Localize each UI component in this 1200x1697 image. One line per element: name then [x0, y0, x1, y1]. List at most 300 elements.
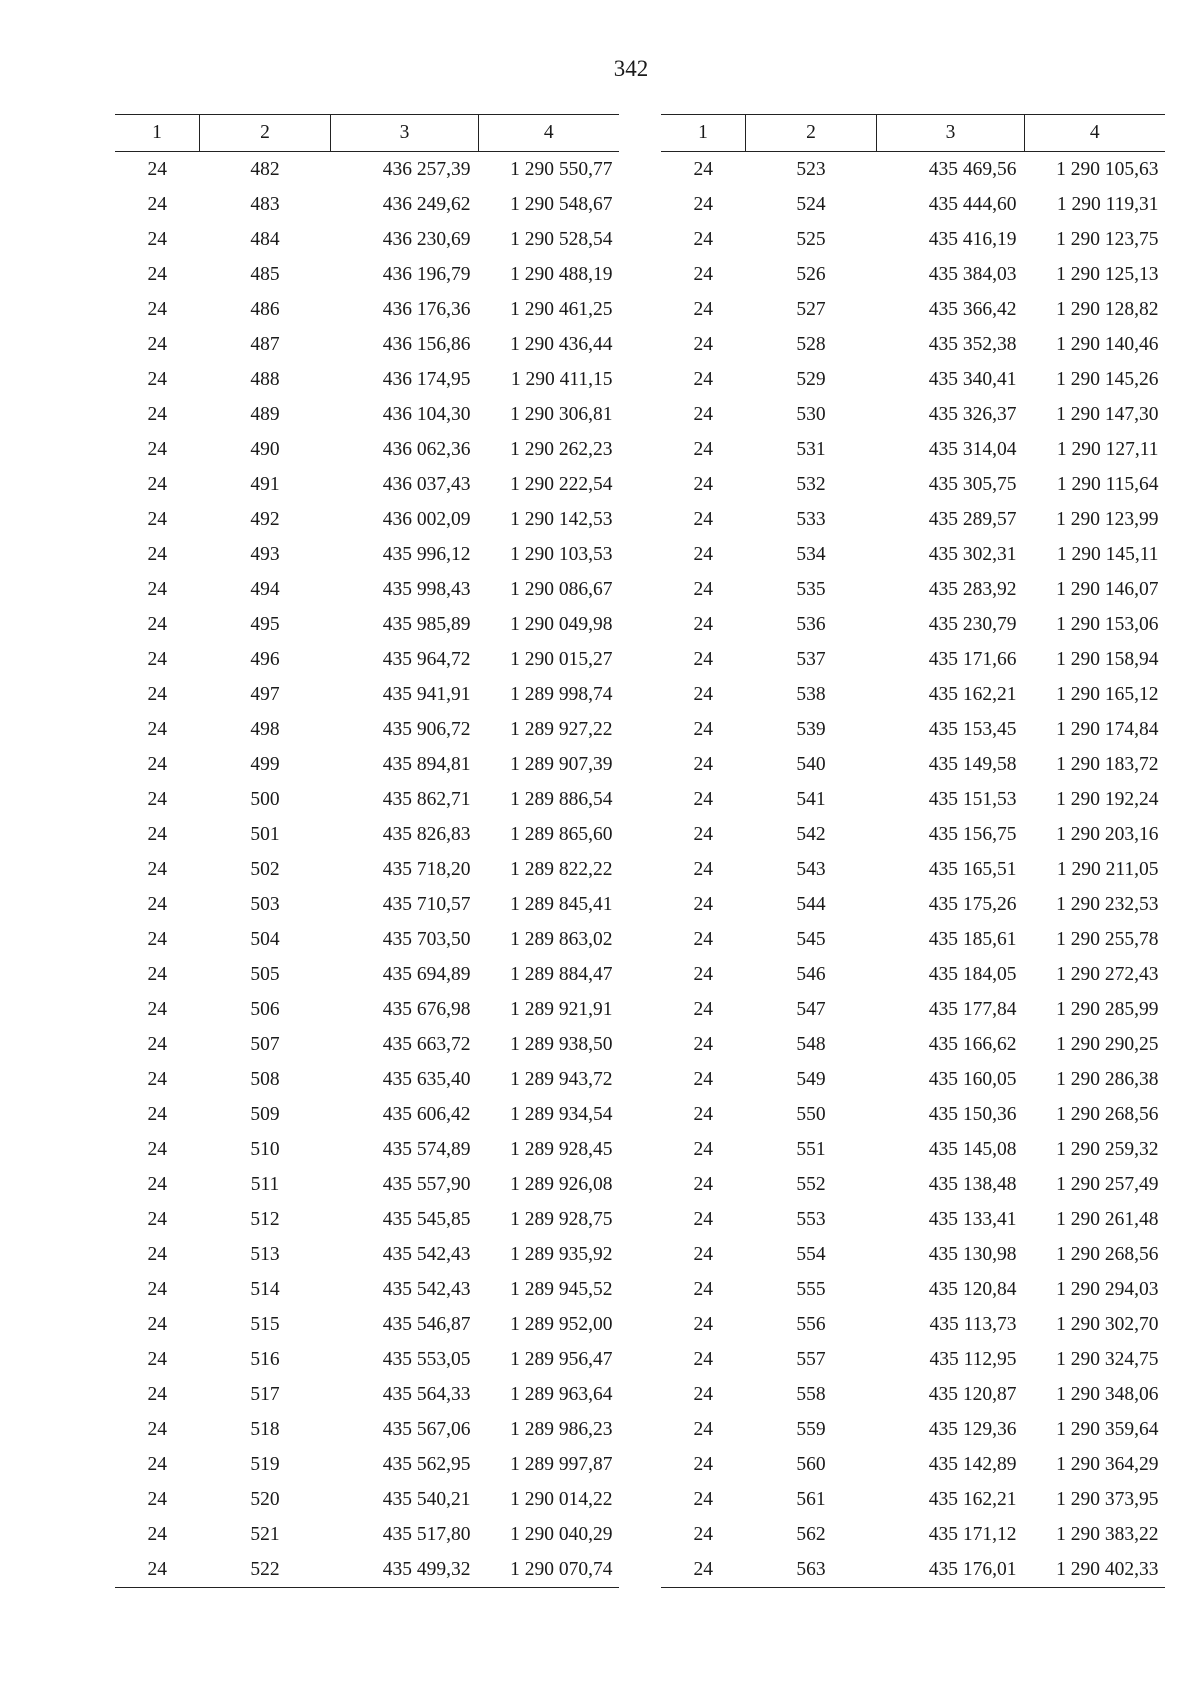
x-coordinate-cell: 435 416,19: [928, 228, 1017, 250]
point-number-cell: 513: [250, 1243, 280, 1265]
zone-cell: 24: [147, 823, 167, 845]
point-number-cell: 539: [796, 718, 826, 740]
table-row: [661, 1062, 1165, 1097]
zone-cell: 24: [147, 893, 167, 915]
point-number-cell: 536: [796, 613, 826, 635]
zone-cell: 24: [693, 683, 713, 705]
y-coordinate-cell: 1 290 142,53: [510, 508, 613, 530]
x-coordinate-cell: 435 340,41: [928, 368, 1017, 390]
table-row: [661, 1482, 1165, 1517]
table-body: [115, 152, 619, 1588]
x-coordinate-cell: 436 156,86: [382, 333, 471, 355]
x-coordinate-cell: 435 184,05: [928, 963, 1017, 985]
table-row: [115, 782, 619, 817]
point-number-cell: 512: [250, 1208, 280, 1230]
y-coordinate-cell: 1 290 461,25: [510, 298, 613, 320]
point-number-cell: 521: [250, 1523, 280, 1545]
table-row: [661, 397, 1165, 432]
point-number-cell: 562: [796, 1523, 826, 1545]
y-coordinate-cell: 1 290 262,23: [510, 438, 613, 460]
zone-cell: 24: [147, 403, 167, 425]
x-coordinate-cell: 435 162,21: [928, 1488, 1017, 1510]
point-number-cell: 551: [796, 1138, 826, 1160]
point-number-cell: 542: [796, 823, 826, 845]
y-coordinate-cell: 1 290 294,03: [1056, 1278, 1159, 1300]
table-row: [115, 1517, 619, 1552]
table-row: [115, 327, 619, 362]
point-number-cell: 527: [796, 298, 826, 320]
y-coordinate-cell: 1 290 550,77: [510, 158, 613, 180]
zone-cell: 24: [147, 578, 167, 600]
x-coordinate-cell: 436 062,36: [382, 438, 471, 460]
x-coordinate-cell: 436 174,95: [382, 368, 471, 390]
zone-cell: 24: [693, 263, 713, 285]
y-coordinate-cell: 1 290 268,56: [1056, 1243, 1159, 1265]
x-coordinate-cell: 436 176,36: [382, 298, 471, 320]
zone-cell: 24: [147, 1103, 167, 1125]
y-coordinate-cell: 1 290 192,24: [1056, 788, 1159, 810]
point-number-cell: 548: [796, 1033, 826, 1055]
zone-cell: 24: [693, 928, 713, 950]
zone-cell: 24: [693, 578, 713, 600]
x-coordinate-cell: 435 171,66: [928, 648, 1017, 670]
table-row: [115, 852, 619, 887]
table-row: [661, 782, 1165, 817]
x-coordinate-cell: 435 540,21: [382, 1488, 471, 1510]
page-number: 342: [613, 56, 649, 81]
y-coordinate-cell: 1 290 402,33: [1025, 1552, 1165, 1588]
column-header-1: 1: [661, 115, 746, 152]
x-coordinate-cell: 436 196,79: [382, 263, 471, 285]
y-coordinate-cell: 1 290 183,72: [1056, 753, 1159, 775]
zone-cell: 24: [147, 193, 167, 215]
table-row: [115, 607, 619, 642]
table-row: [661, 1377, 1165, 1412]
point-number-cell: 510: [250, 1138, 280, 1160]
x-coordinate-cell: 436 249,62: [382, 193, 471, 215]
zone-cell: 24: [693, 963, 713, 985]
y-coordinate-cell: 1 290 528,54: [510, 228, 613, 250]
x-coordinate-cell: 435 175,26: [928, 893, 1017, 915]
table-row: [661, 152, 1165, 188]
x-coordinate-cell: 435 150,36: [928, 1103, 1017, 1125]
zone-cell: 24: [693, 333, 713, 355]
table-row: [115, 1307, 619, 1342]
column-header-4: 4: [1025, 115, 1165, 152]
table-row: [115, 537, 619, 572]
y-coordinate-cell: 1 290 290,25: [1056, 1033, 1159, 1055]
point-number-cell: 519: [250, 1453, 280, 1475]
point-number-cell: 485: [250, 263, 280, 285]
x-coordinate-cell: 435 606,42: [382, 1103, 471, 1125]
y-coordinate-cell: 1 289 938,50: [510, 1033, 613, 1055]
y-coordinate-cell: 1 289 997,87: [510, 1453, 613, 1475]
x-coordinate-cell: 435 120,84: [928, 1278, 1017, 1300]
zone-cell: 24: [693, 1313, 713, 1335]
table-row: [661, 1342, 1165, 1377]
x-coordinate-cell: 435 177,84: [928, 998, 1017, 1020]
y-coordinate-cell: 1 289 884,47: [510, 963, 613, 985]
zone-cell: 24: [147, 298, 167, 320]
zone-cell: 24: [147, 263, 167, 285]
zone-cell: 24: [693, 298, 713, 320]
point-number-cell: 557: [796, 1348, 826, 1370]
table-row: [115, 432, 619, 467]
x-coordinate-cell: 435 289,57: [928, 508, 1017, 530]
point-number-cell: 544: [796, 893, 826, 915]
column-header-2: 2: [746, 115, 877, 152]
x-coordinate-cell: 436 037,43: [382, 473, 471, 495]
y-coordinate-cell: 1 290 302,70: [1056, 1313, 1159, 1335]
table-row: [115, 677, 619, 712]
y-coordinate-cell: 1 290 015,27: [510, 648, 613, 670]
y-coordinate-cell: 1 290 285,99: [1056, 998, 1159, 1020]
x-coordinate-cell: 435 166,62: [928, 1033, 1017, 1055]
zone-cell: 24: [147, 1418, 167, 1440]
table-row: [661, 1307, 1165, 1342]
x-coordinate-cell: 435 160,05: [928, 1068, 1017, 1090]
x-coordinate-cell: 435 171,12: [928, 1523, 1017, 1545]
point-number-cell: 543: [796, 858, 826, 880]
table-row: [115, 397, 619, 432]
zone-cell: 24: [661, 1552, 746, 1588]
point-number-cell: 505: [250, 963, 280, 985]
y-coordinate-cell: 1 289 845,41: [510, 893, 613, 915]
y-coordinate-cell: 1 290 261,48: [1056, 1208, 1159, 1230]
point-number-cell: 498: [250, 718, 280, 740]
x-coordinate-cell: 435 314,04: [928, 438, 1017, 460]
zone-cell: 24: [147, 1488, 167, 1510]
y-coordinate-cell: 1 290 211,05: [1056, 858, 1159, 880]
zone-cell: 24: [147, 228, 167, 250]
table-row: [115, 222, 619, 257]
table-row: [115, 817, 619, 852]
zone-cell: 24: [147, 1348, 167, 1370]
x-coordinate-cell: 435 517,80: [382, 1523, 471, 1545]
x-coordinate-cell: 435 894,81: [382, 753, 471, 775]
point-number-cell: 511: [250, 1173, 280, 1195]
table-row: [661, 887, 1165, 922]
zone-cell: 24: [115, 1552, 200, 1588]
y-coordinate-cell: 1 289 945,52: [510, 1278, 613, 1300]
table-row: [115, 467, 619, 502]
zone-cell: 24: [693, 858, 713, 880]
zone-cell: 24: [693, 1488, 713, 1510]
table-row: [661, 362, 1165, 397]
point-number-cell: 545: [796, 928, 826, 950]
y-coordinate-cell: 1 290 153,06: [1056, 613, 1159, 635]
x-coordinate-cell: 435 545,85: [382, 1208, 471, 1230]
table-row: [661, 502, 1165, 537]
point-number-cell: 493: [250, 543, 280, 565]
point-number-cell: 487: [250, 333, 280, 355]
y-coordinate-cell: 1 290 306,81: [510, 403, 613, 425]
point-number-cell: 541: [796, 788, 826, 810]
y-coordinate-cell: 1 290 436,44: [510, 333, 613, 355]
zone-cell: 24: [693, 1418, 713, 1440]
zone-cell: 24: [693, 158, 713, 180]
y-coordinate-cell: 1 290 348,06: [1056, 1383, 1159, 1405]
table-row: [661, 712, 1165, 747]
y-coordinate-cell: 1 290 123,99: [1056, 508, 1159, 530]
column-header-3: 3: [877, 115, 1025, 152]
y-coordinate-cell: 1 289 943,72: [510, 1068, 613, 1090]
column-header-3: 3: [331, 115, 479, 152]
zone-cell: 24: [147, 473, 167, 495]
zone-cell: 24: [147, 998, 167, 1020]
point-number-cell: 514: [250, 1278, 280, 1300]
y-coordinate-cell: 1 289 935,92: [510, 1243, 613, 1265]
point-number-cell: 535: [796, 578, 826, 600]
zone-cell: 24: [693, 368, 713, 390]
x-coordinate-cell: 435 149,58: [928, 753, 1017, 775]
x-coordinate-cell: 435 499,32: [331, 1552, 479, 1588]
table-row: [115, 1167, 619, 1202]
table-row: [661, 327, 1165, 362]
y-coordinate-cell: 1 290 259,32: [1056, 1138, 1159, 1160]
table-header: [115, 115, 619, 152]
y-coordinate-cell: 1 290 123,75: [1056, 228, 1159, 250]
x-coordinate-cell: 435 553,05: [382, 1348, 471, 1370]
y-coordinate-cell: 1 290 272,43: [1056, 963, 1159, 985]
table-row: [115, 292, 619, 327]
y-coordinate-cell: 1 290 014,22: [510, 1488, 613, 1510]
x-coordinate-cell: 435 998,43: [382, 578, 471, 600]
y-coordinate-cell: 1 290 203,16: [1056, 823, 1159, 845]
point-number-cell: 540: [796, 753, 826, 775]
y-coordinate-cell: 1 290 411,15: [510, 368, 613, 390]
point-number-cell: 489: [250, 403, 280, 425]
x-coordinate-cell: 435 676,98: [382, 998, 471, 1020]
table-row: [661, 1552, 1165, 1588]
x-coordinate-cell: 435 145,08: [928, 1138, 1017, 1160]
zone-cell: 24: [147, 683, 167, 705]
x-coordinate-cell: 435 710,57: [382, 893, 471, 915]
zone-cell: 24: [693, 893, 713, 915]
x-coordinate-cell: 435 996,12: [382, 543, 471, 565]
zone-cell: 24: [693, 1068, 713, 1090]
x-coordinate-cell: 435 151,53: [928, 788, 1017, 810]
zone-cell: 24: [147, 543, 167, 565]
x-coordinate-cell: 435 156,75: [928, 823, 1017, 845]
table-row: [661, 1272, 1165, 1307]
y-coordinate-cell: 1 290 222,54: [510, 473, 613, 495]
x-coordinate-cell: 435 564,33: [382, 1383, 471, 1405]
y-coordinate-cell: 1 289 928,45: [510, 1138, 613, 1160]
zone-cell: 24: [693, 473, 713, 495]
y-coordinate-cell: 1 289 886,54: [510, 788, 613, 810]
y-coordinate-cell: 1 290 103,53: [510, 543, 613, 565]
zone-cell: 24: [693, 543, 713, 565]
zone-cell: 24: [147, 1278, 167, 1300]
point-number-cell: 525: [796, 228, 826, 250]
zone-cell: 24: [147, 788, 167, 810]
y-coordinate-cell: 1 290 324,75: [1056, 1348, 1159, 1370]
x-coordinate-cell: 436 104,30: [382, 403, 471, 425]
table-row: [661, 1027, 1165, 1062]
point-number-cell: 502: [250, 858, 280, 880]
x-coordinate-cell: 435 176,01: [877, 1552, 1025, 1588]
zone-cell: 24: [147, 613, 167, 635]
table-row: [115, 1482, 619, 1517]
y-coordinate-cell: 1 289 986,23: [510, 1418, 613, 1440]
zone-cell: 24: [147, 753, 167, 775]
table-row: [115, 1447, 619, 1482]
table-row: [115, 642, 619, 677]
x-coordinate-cell: 435 162,21: [928, 683, 1017, 705]
point-number-cell: 530: [796, 403, 826, 425]
point-number-cell: 524: [796, 193, 826, 215]
table-row: [115, 187, 619, 222]
y-coordinate-cell: 1 290 145,26: [1056, 368, 1159, 390]
y-coordinate-cell: 1 290 257,49: [1056, 1173, 1159, 1195]
x-coordinate-cell: 435 129,36: [928, 1418, 1017, 1440]
x-coordinate-cell: 435 546,87: [382, 1313, 471, 1335]
y-coordinate-cell: 1 289 921,91: [510, 998, 613, 1020]
x-coordinate-cell: 435 985,89: [382, 613, 471, 635]
table-row: [115, 957, 619, 992]
zone-cell: 24: [147, 858, 167, 880]
y-coordinate-cell: 1 290 125,13: [1056, 263, 1159, 285]
y-coordinate-cell: 1 290 255,78: [1056, 928, 1159, 950]
point-number-cell: 495: [250, 613, 280, 635]
table-row: [661, 1447, 1165, 1482]
zone-cell: 24: [693, 998, 713, 1020]
zone-cell: 24: [147, 963, 167, 985]
zone-cell: 24: [147, 438, 167, 460]
table-row: [115, 1132, 619, 1167]
zone-cell: 24: [693, 403, 713, 425]
x-coordinate-cell: 435 305,75: [928, 473, 1017, 495]
zone-cell: 24: [147, 1243, 167, 1265]
point-number-cell: 517: [250, 1383, 280, 1405]
table-row: [115, 1237, 619, 1272]
y-coordinate-cell: 1 290 364,29: [1056, 1453, 1159, 1475]
zone-cell: 24: [147, 1523, 167, 1545]
zone-cell: 24: [147, 1313, 167, 1335]
point-number-cell: 553: [796, 1208, 826, 1230]
y-coordinate-cell: 1 290 232,53: [1056, 893, 1159, 915]
table-row: [115, 152, 619, 188]
table-row: [115, 1202, 619, 1237]
y-coordinate-cell: 1 289 926,08: [510, 1173, 613, 1195]
x-coordinate-cell: 435 469,56: [928, 158, 1017, 180]
x-coordinate-cell: 435 130,98: [928, 1243, 1017, 1265]
x-coordinate-cell: 435 302,31: [928, 543, 1017, 565]
table-row: [661, 537, 1165, 572]
y-coordinate-cell: 1 289 863,02: [510, 928, 613, 950]
zone-cell: 24: [693, 788, 713, 810]
x-coordinate-cell: 435 862,71: [382, 788, 471, 810]
point-number-cell: 560: [796, 1453, 826, 1475]
point-number-cell: 523: [796, 158, 826, 180]
y-coordinate-cell: 1 290 146,07: [1056, 578, 1159, 600]
zone-cell: 24: [693, 508, 713, 530]
x-coordinate-cell: 435 964,72: [382, 648, 471, 670]
coordinates-table-right: [661, 114, 1165, 1588]
point-number-cell: 518: [250, 1418, 280, 1440]
table-row: [661, 257, 1165, 292]
table-row: [115, 1272, 619, 1307]
x-coordinate-cell: 435 185,61: [928, 928, 1017, 950]
y-coordinate-cell: 1 289 865,60: [510, 823, 613, 845]
point-number-cell: 546: [796, 963, 826, 985]
x-coordinate-cell: 435 663,72: [382, 1033, 471, 1055]
point-number-cell: 563: [746, 1552, 877, 1588]
table-row: [661, 222, 1165, 257]
point-number-cell: 507: [250, 1033, 280, 1055]
table-row: [661, 677, 1165, 712]
table-row: [661, 747, 1165, 782]
y-coordinate-cell: 1 290 070,74: [479, 1552, 619, 1588]
table-row: [115, 1552, 619, 1588]
point-number-cell: 533: [796, 508, 826, 530]
x-coordinate-cell: 435 230,79: [928, 613, 1017, 635]
y-coordinate-cell: 1 290 040,29: [510, 1523, 613, 1545]
zone-cell: 24: [147, 368, 167, 390]
zone-cell: 24: [693, 1453, 713, 1475]
zone-cell: 24: [147, 1138, 167, 1160]
y-coordinate-cell: 1 289 952,00: [510, 1313, 613, 1335]
point-number-cell: 537: [796, 648, 826, 670]
table-row: [115, 1342, 619, 1377]
zone-cell: 24: [147, 1383, 167, 1405]
point-number-cell: 492: [250, 508, 280, 530]
point-number-cell: 558: [796, 1383, 826, 1405]
y-coordinate-cell: 1 290 127,11: [1056, 438, 1159, 460]
column-header-1: 1: [115, 115, 200, 152]
table-row: [115, 887, 619, 922]
point-number-cell: 550: [796, 1103, 826, 1125]
x-coordinate-cell: 435 703,50: [382, 928, 471, 950]
x-coordinate-cell: 435 352,38: [928, 333, 1017, 355]
x-coordinate-cell: 435 718,20: [382, 858, 471, 880]
table-row: [115, 922, 619, 957]
point-number-cell: 501: [250, 823, 280, 845]
y-coordinate-cell: 1 289 822,22: [510, 858, 613, 880]
x-coordinate-cell: 435 567,06: [382, 1418, 471, 1440]
table-row: [115, 362, 619, 397]
column-header-2: 2: [200, 115, 331, 152]
point-number-cell: 484: [250, 228, 280, 250]
y-coordinate-cell: 1 290 115,64: [1056, 473, 1159, 495]
table-row: [661, 1237, 1165, 1272]
point-number-cell: 491: [250, 473, 280, 495]
y-coordinate-cell: 1 290 373,95: [1056, 1488, 1159, 1510]
y-coordinate-cell: 1 289 934,54: [510, 1103, 613, 1125]
y-coordinate-cell: 1 290 158,94: [1056, 648, 1159, 670]
zone-cell: 24: [693, 228, 713, 250]
zone-cell: 24: [693, 648, 713, 670]
x-coordinate-cell: 435 444,60: [928, 193, 1017, 215]
y-coordinate-cell: 1 290 128,82: [1056, 298, 1159, 320]
table-row: [661, 1202, 1165, 1237]
zone-cell: 24: [147, 1208, 167, 1230]
table-row: [661, 922, 1165, 957]
point-number-cell: 552: [796, 1173, 826, 1195]
table-row: [661, 432, 1165, 467]
x-coordinate-cell: 435 557,90: [382, 1173, 471, 1195]
y-coordinate-cell: 1 290 049,98: [510, 613, 613, 635]
point-number-cell: 515: [250, 1313, 280, 1335]
table-row: [661, 957, 1165, 992]
zone-cell: 24: [147, 333, 167, 355]
point-number-cell: 486: [250, 298, 280, 320]
point-number-cell: 516: [250, 1348, 280, 1370]
point-number-cell: 504: [250, 928, 280, 950]
zone-cell: 24: [693, 1103, 713, 1125]
table-row: [661, 187, 1165, 222]
